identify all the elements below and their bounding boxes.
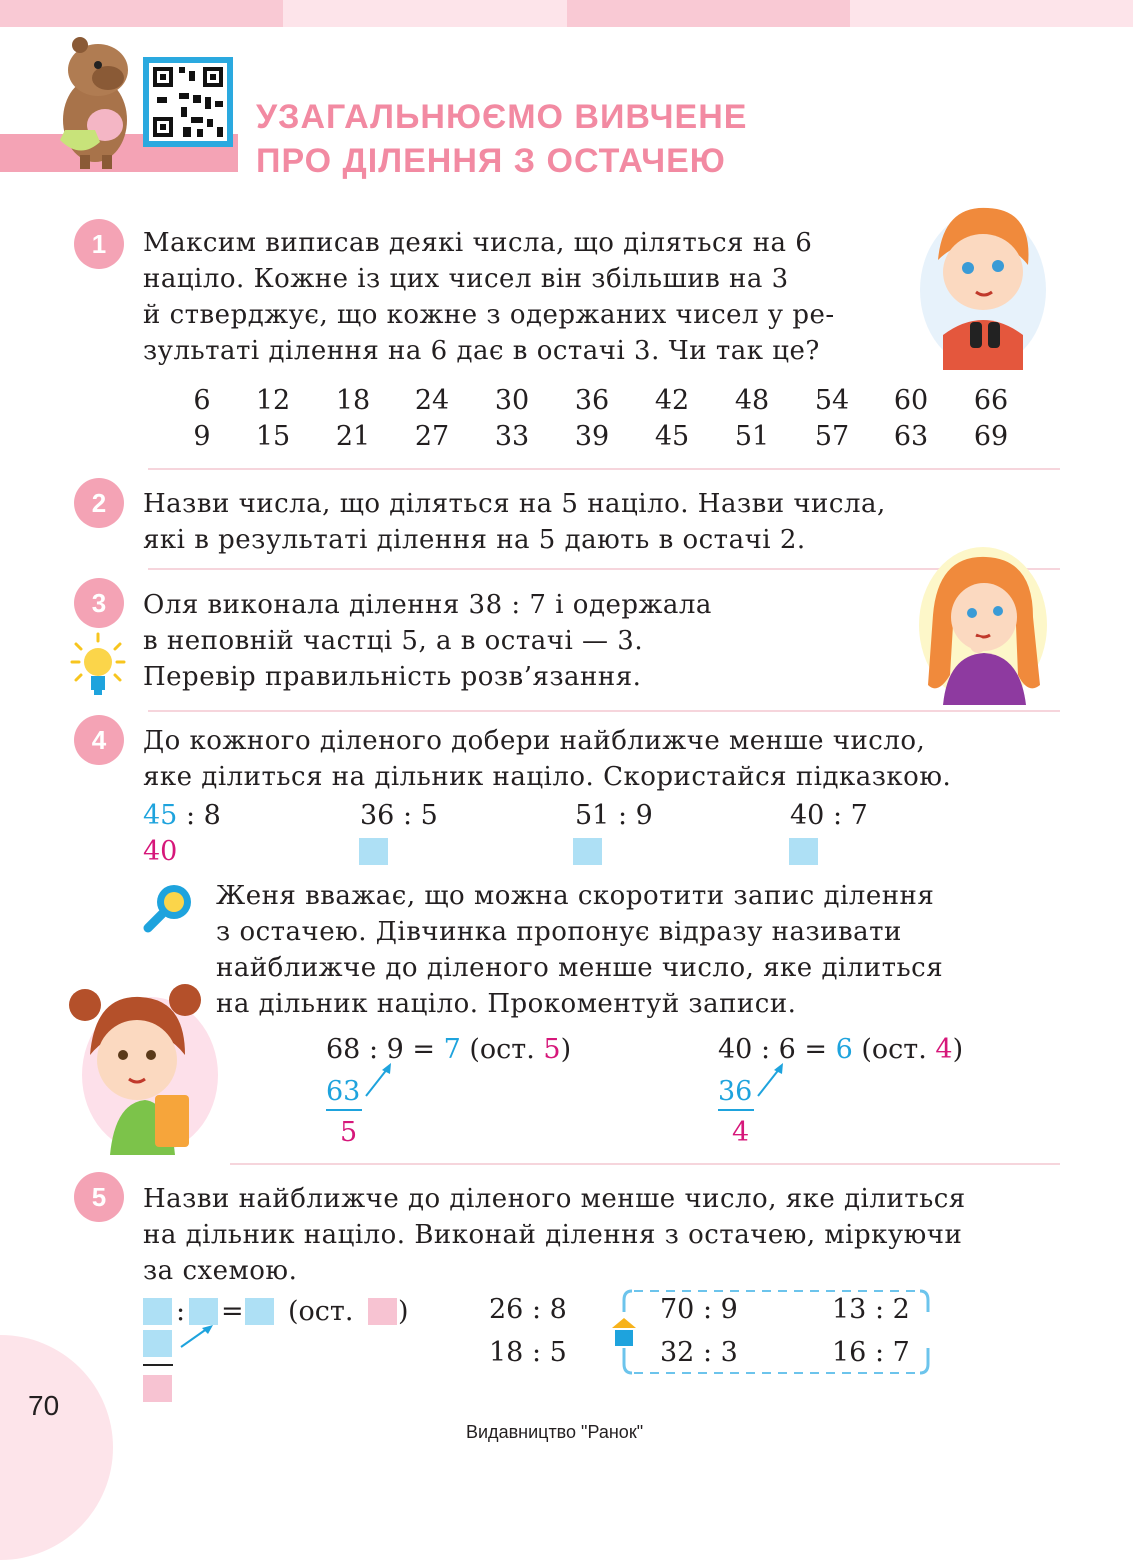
text-line: Перевір правильність розв’язання. <box>143 662 642 692</box>
number-cell: 6 <box>193 385 211 416</box>
number-cell: 51 <box>734 421 770 452</box>
text-line: Назви числа, що діляться на 5 націло. Назви числа, <box>143 489 886 519</box>
number-cell: 33 <box>494 421 530 452</box>
scheme-result-box[interactable] <box>143 1375 172 1402</box>
capybara-mascot-icon <box>50 30 140 170</box>
number-cell: 60 <box>893 385 929 416</box>
number-cell: 36 <box>574 385 610 416</box>
number-cell: 66 <box>973 385 1009 416</box>
text-line: за схемою. <box>143 1256 298 1286</box>
magnifier-icon <box>140 880 196 936</box>
underline <box>143 1364 173 1366</box>
record-remainder: 5 <box>543 1034 561 1065</box>
page-title <box>256 95 747 183</box>
text-line: Женя вважає, що можна скоротити запис ділення <box>216 881 935 911</box>
task3-text <box>143 587 712 695</box>
answer-box[interactable] <box>573 838 602 865</box>
text-line: яке ділиться на дільник націло. Скористайся підказкою. <box>143 762 952 792</box>
text-line: в неповній частці 5, а в остачі — 3. <box>143 626 644 656</box>
exercise-expression: 40 : 7 <box>790 800 868 831</box>
scheme-remainder-box[interactable] <box>368 1298 397 1325</box>
task4-note <box>216 878 943 1022</box>
text-line: з остачею. Дівчинка пропонує відразу називати <box>216 917 902 947</box>
text-line: націло. Кожне із цих чисел він збільшив на 3 <box>143 264 789 294</box>
text-line: До кожного діленого добери найближче менше число, <box>143 726 926 756</box>
underline <box>326 1109 362 1111</box>
text-line: Назви найближче до діленого менше число, яке ділиться <box>143 1184 966 1214</box>
exercise-expression: 26 : 8 <box>489 1294 567 1325</box>
scheme-divisor-box[interactable] <box>189 1298 218 1325</box>
record-result: 4 <box>732 1117 750 1148</box>
exercise-expression: 16 : 7 <box>832 1337 910 1368</box>
example-expression <box>143 800 221 831</box>
text-line: на дільник націло. Прокоментуй записи. <box>216 989 797 1019</box>
top-strip-segment <box>567 0 850 27</box>
example-answer: 40 <box>143 836 178 867</box>
exercise-expression: 51 : 9 <box>575 800 653 831</box>
task-number-badge: 3 <box>74 578 124 628</box>
underline <box>718 1109 754 1111</box>
scheme-ost: (ост. <box>288 1296 354 1327</box>
arrow-icon <box>754 1060 788 1100</box>
text-line: зультаті ділення на 6 дає в остачі 3. Чи так це? <box>143 336 820 366</box>
number-cell: 30 <box>494 385 530 416</box>
exercise-expression: 70 : 9 <box>660 1294 738 1325</box>
divider <box>148 710 1060 712</box>
page-corner-circle <box>0 1335 113 1560</box>
title-line: УЗАГАЛЬНЮЄМО ВИВЧЕНЕ <box>256 98 748 136</box>
number-cell: 12 <box>255 385 291 416</box>
record-subtrahend: 36 <box>718 1076 753 1107</box>
exercise-expression: 13 : 2 <box>832 1294 910 1325</box>
number-cell: 54 <box>814 385 850 416</box>
scheme-dividend-box[interactable] <box>143 1298 172 1325</box>
number-cell: 27 <box>414 421 450 452</box>
scheme-equals: = <box>221 1296 244 1327</box>
exercise-expression: 18 : 5 <box>489 1337 567 1368</box>
text-line: й стверджує, що кожне з одержаних чисел у ре- <box>143 300 835 330</box>
task2-text <box>143 486 886 558</box>
record-remainder: 4 <box>935 1034 953 1065</box>
number-cell: 57 <box>814 421 850 452</box>
publisher-label: Видавництво "Ранок" <box>466 1422 644 1442</box>
number-cell: 42 <box>654 385 690 416</box>
record-subtrahend: 63 <box>326 1076 361 1107</box>
house-level-icon <box>612 1318 636 1348</box>
example-dividend: 45 <box>143 800 178 831</box>
record-close: ) <box>952 1034 964 1065</box>
divider <box>148 468 1060 470</box>
record-ost: (ост. <box>852 1034 936 1065</box>
arrow-icon <box>362 1060 396 1100</box>
top-strip-segment <box>0 0 283 27</box>
exercise-expression: 36 : 5 <box>360 800 438 831</box>
number-cell: 45 <box>654 421 690 452</box>
record-expression: 68 : 9 = <box>326 1034 444 1065</box>
text-line: Оля виконала ділення 38 : 7 і одержала <box>143 590 712 620</box>
scheme-colon: : <box>176 1296 186 1327</box>
answer-box[interactable] <box>789 838 818 865</box>
task-number-badge: 4 <box>74 715 124 765</box>
record-quotient: 6 <box>835 1034 853 1065</box>
number-cell: 18 <box>335 385 371 416</box>
scheme-quotient-box[interactable] <box>245 1298 274 1325</box>
example-divisor: : 8 <box>177 800 221 831</box>
task4-text <box>143 723 951 795</box>
scheme-subtrahend-box[interactable] <box>143 1330 172 1357</box>
girl-with-book-illustration <box>65 975 220 1155</box>
number-cell: 15 <box>255 421 291 452</box>
number-cell: 69 <box>973 421 1009 452</box>
record-quotient: 7 <box>443 1034 461 1065</box>
record-result: 5 <box>340 1117 358 1148</box>
task-number-badge: 2 <box>74 478 124 528</box>
number-cell: 48 <box>734 385 770 416</box>
record-ost: (ост. <box>460 1034 544 1065</box>
text-line: найближче до діленого менше число, яке ділиться <box>216 953 944 983</box>
lightbulb-icon <box>70 632 126 700</box>
text-line: на дільник націло. Виконай ділення з остачею, міркуючи <box>143 1220 963 1250</box>
answer-box[interactable] <box>359 838 388 865</box>
task5-text <box>143 1181 966 1289</box>
divider <box>230 1163 1060 1165</box>
number-cell: 39 <box>574 421 610 452</box>
record-expression: 40 : 6 = <box>718 1034 836 1065</box>
girl-thinking-illustration <box>918 545 1053 705</box>
exercise-expression: 32 : 3 <box>660 1337 738 1368</box>
top-strip-segment <box>283 0 567 27</box>
record-close: ) <box>560 1034 572 1065</box>
text-line: Максим виписав деякі числа, що діляться на 6 <box>143 228 813 258</box>
number-cell: 24 <box>414 385 450 416</box>
page-number: 70 <box>28 1390 60 1421</box>
text-line: які в результаті ділення на 5 дають в остачі 2. <box>143 525 806 555</box>
task-number-badge: 5 <box>74 1172 124 1222</box>
arrow-icon <box>178 1322 218 1350</box>
number-cell: 9 <box>193 421 211 452</box>
number-cell: 21 <box>335 421 371 452</box>
scheme-close: ) <box>398 1296 409 1327</box>
top-strip-segment <box>850 0 1133 27</box>
boy-with-binoculars-illustration <box>918 200 1048 370</box>
task1-text <box>143 225 835 369</box>
number-cell: 63 <box>893 421 929 452</box>
task-number-badge: 1 <box>74 219 124 269</box>
qr-code-icon[interactable] <box>143 57 233 147</box>
title-line: ПРО ДІЛЕННЯ З ОСТАЧЕЮ <box>256 142 726 180</box>
